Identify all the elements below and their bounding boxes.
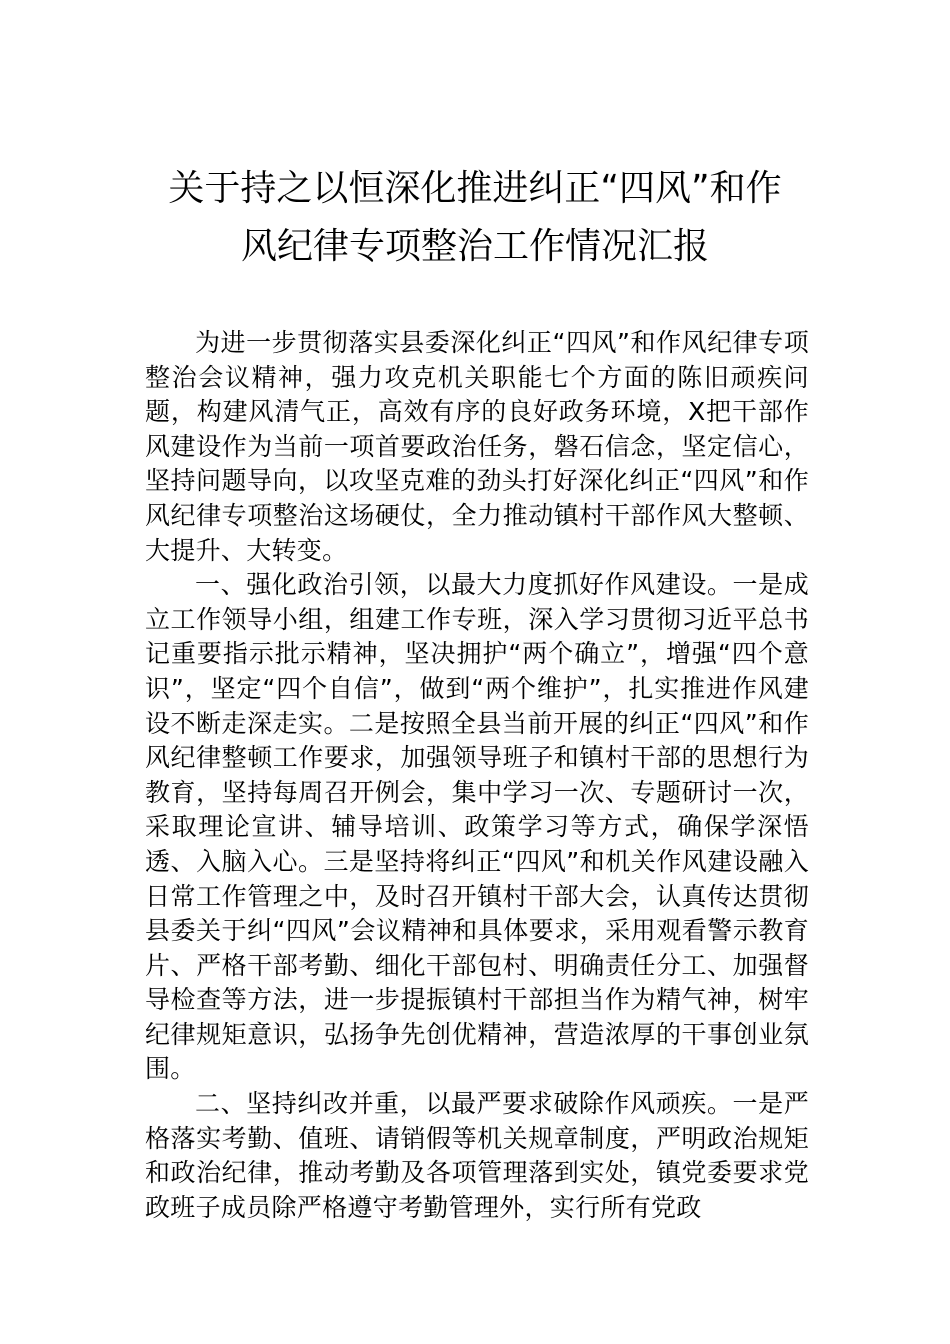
paragraph-section-1: 一、强化政治引领，以最大力度抓好作风建设。一是成立工作领导小组，组建工作专班，深入学习贯彻习近平总书记重要指示批示精神，坚决拥护“两个确立”，增强“四个意识”，坚定“四个自信”，做到“两个维护”，扎实推进作风建设不断走深走实。二是按照全县当前开展的纠正“四风”和作风纪律整顿工作要求，加强领导班子和镇村干部的思想行为教育，坚持每周召开例会，集中学习一次、专题研讨一次，采取理论宣讲、辅导培训、政策学习等方式，确保学深悟透、入脑入心。三是坚持将纠正“四风”和机关作风建设融入日常工作管理之中，及时召开镇村干部大会，认真传达贯彻县委关于纠“四风”会议精神和具体要求，采用观看警示教育片、严格干部考勤、细化干部包村、明确责任分工、加强督导检查等方法，进一步提振镇村干部担当作为精气神，树牢纪律规矩意识，弘扬争先创优精神，营造浓厚的干事创业氛围。 <box>145 570 809 1084</box>
paragraph-section-2: 二、坚持纠改并重，以最严要求破除作风顽疾。一是严格落实考勤、值班、请销假等机关规章制度，严明政治规矩和政治纪律，推动考勤及各项管理落到实处，镇党委要求党政班子成员除严格遵守考勤管理外，实行所有党政 <box>145 1089 809 1222</box>
title-line-2: 风纪律专项整治工作情况汇报 <box>240 226 709 267</box>
title-line-1: 关于持之以恒深化推进纠正“四风”和作 <box>168 168 782 209</box>
document-body <box>145 326 809 1225</box>
document-title <box>120 160 830 276</box>
paragraph-intro: 为进一步贯彻落实县委深化纠正“四风”和作风纪律专项整治会议精神，强力攻克机关职能七个方面的陈旧顽疾问题，构建风清气正，高效有序的良好政务环境，X把干部作风建设作为当前一项首要政治任务，磐石信念，坚定信心，坚持问题导向，以攻坚克难的劲头打好深化纠正“四风”和作风纪律专项整治这场硬仗，全力推动镇村干部作风大整顿、大提升、大转变。 <box>145 328 809 565</box>
